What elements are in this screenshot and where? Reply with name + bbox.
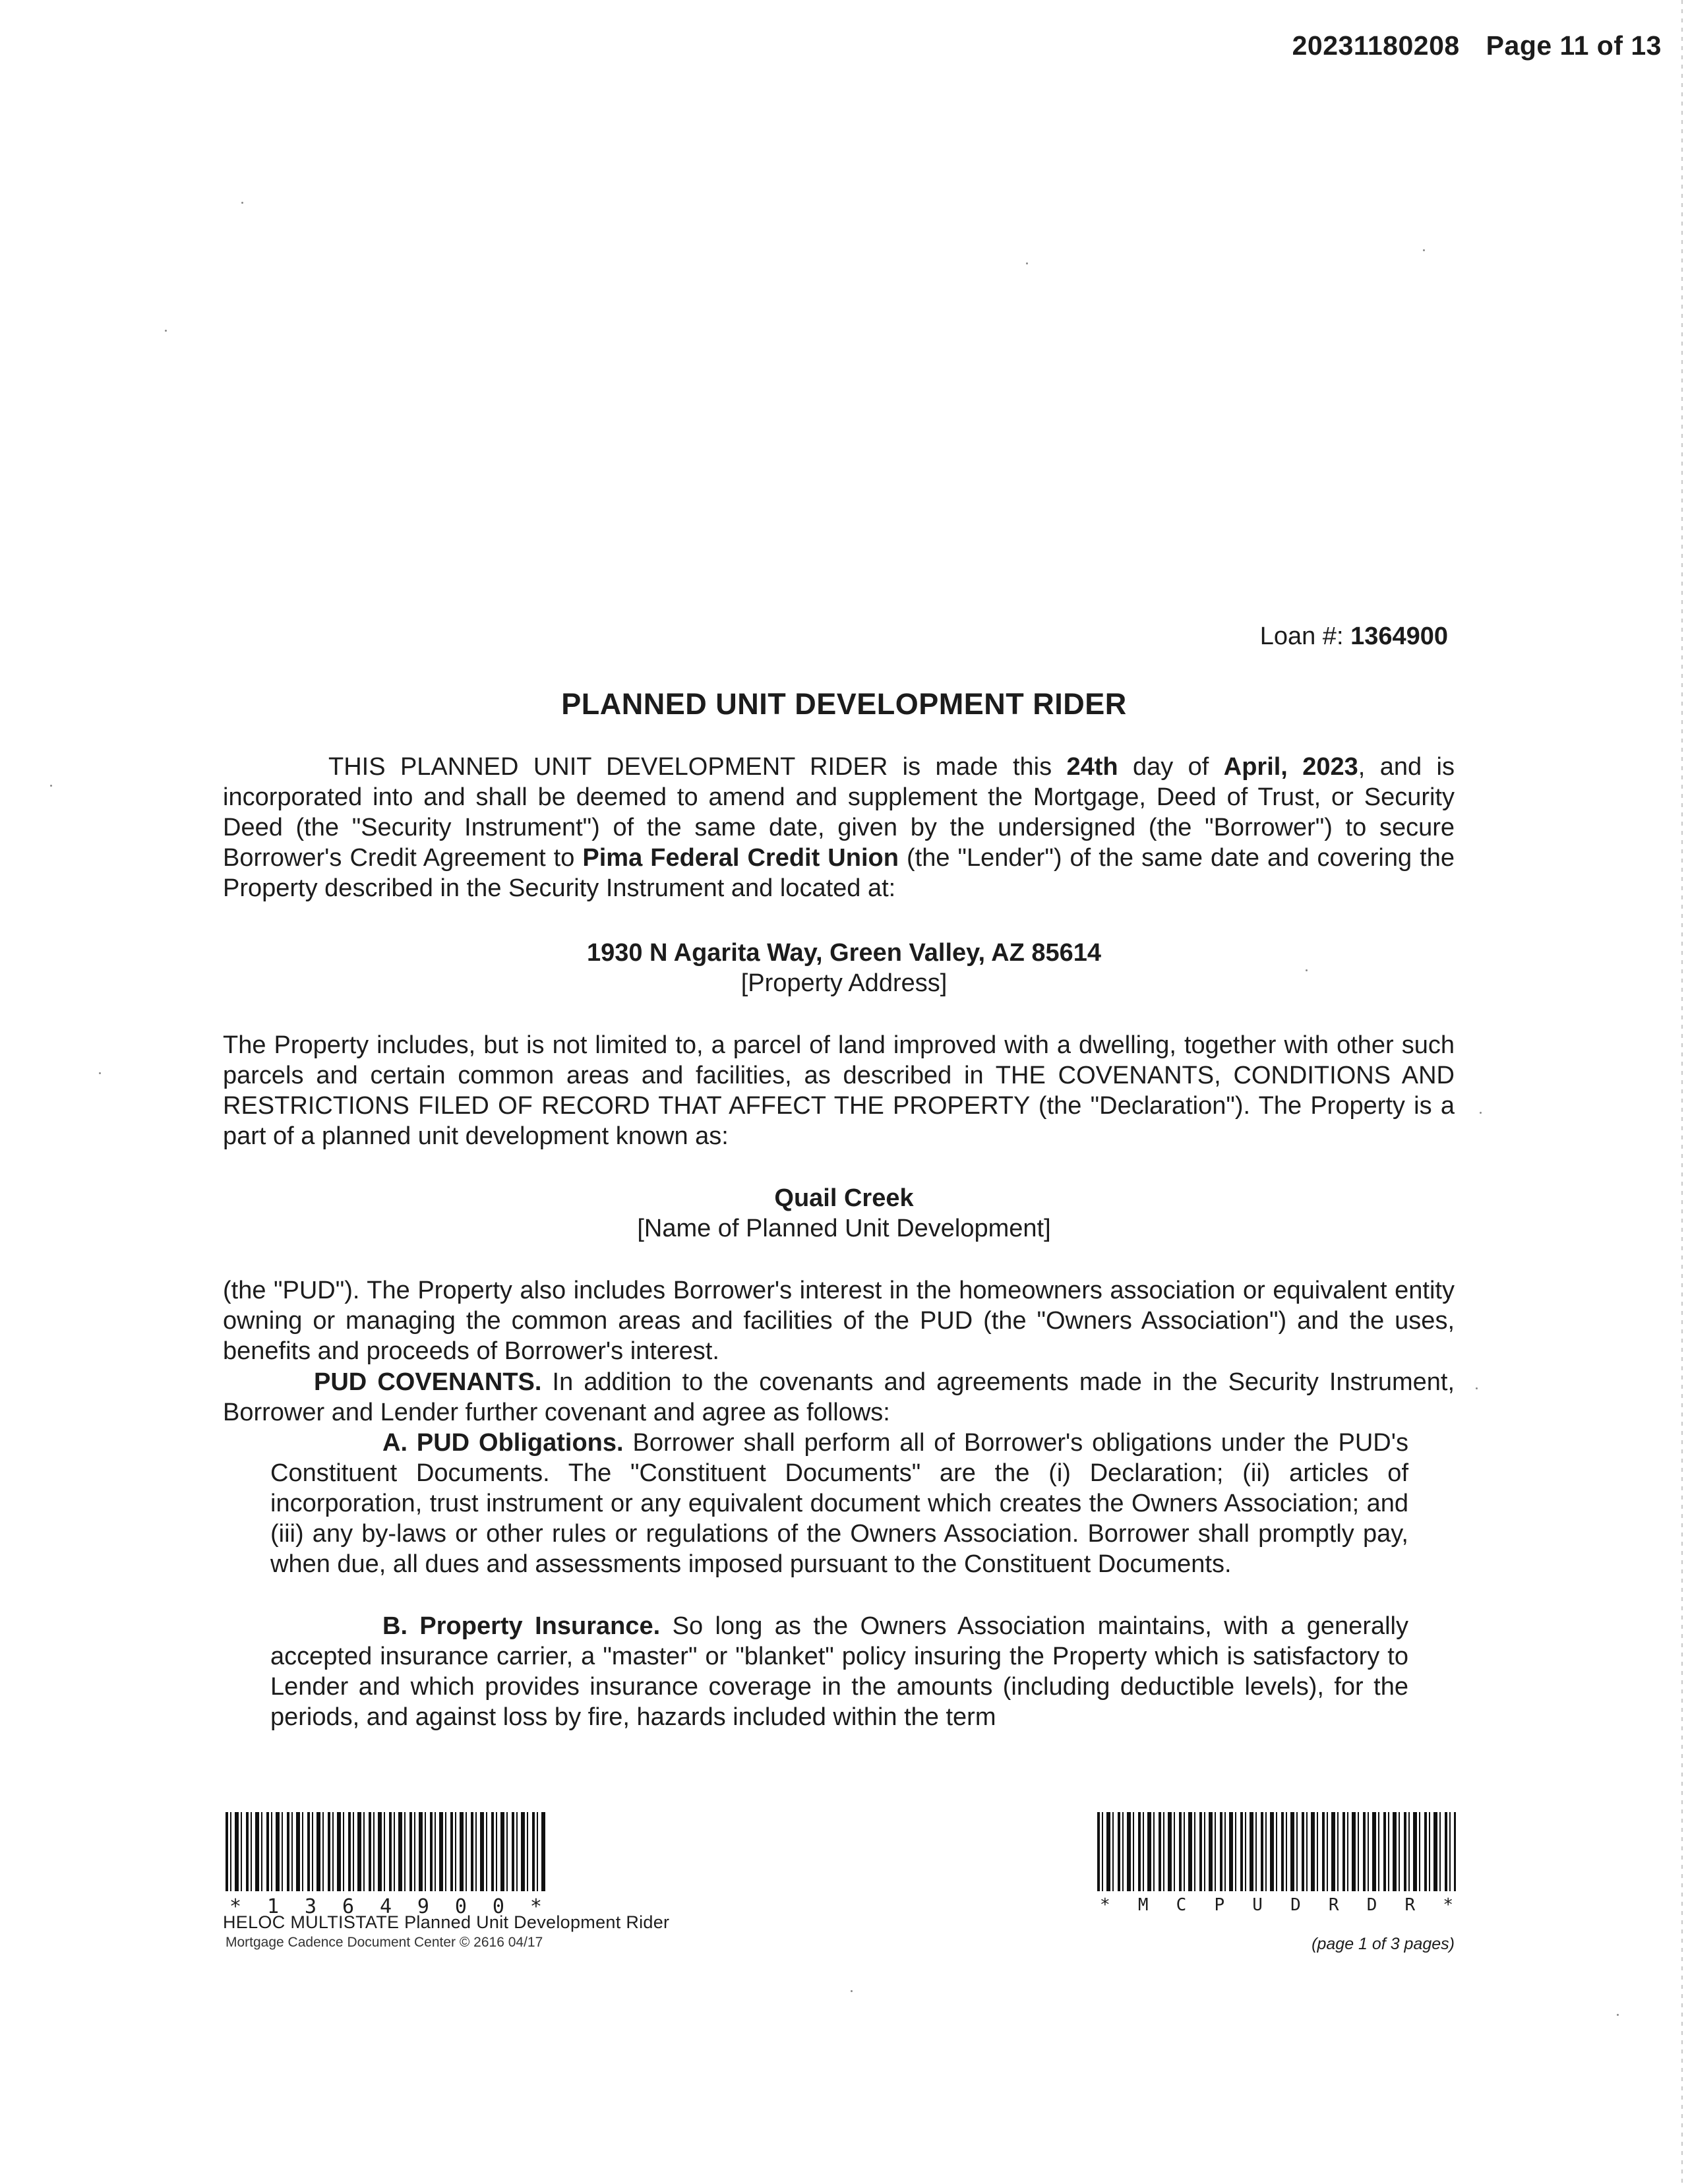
loan-barcode-bars [226,1812,547,1891]
section-b-heading: B. Property Insurance. [382,1612,661,1640]
barcode-char: * [529,1895,542,1918]
form-barcode-text [1100,1895,1453,1915]
document-title: PLANNED UNIT DEVELOPMENT RIDER [561,687,1127,721]
rider-date: April, 2023 [1223,753,1358,781]
section-a-text: Borrower shall perform all of Borrower's obligations under the PUD's Constituent Documents. The "Constituent Documents" are the (i) Declaration; (ii) articles of incorporation, trust instrument or any equivalent document which creates the Owners Association; and (iii) any by-laws or other rules or regulations of the Owners Association. Borrower shall promptly pay, when due, all dues and assessments imposed pursuant to the Constituent Documents. [270,1429,1409,1578]
property-address-block [0,938,1688,998]
barcode-char: M [1137,1895,1149,1915]
page-indicator: (page 1 of 3 pages) [1311,1935,1455,1953]
lender-name: Pima Federal Credit Union [582,844,899,872]
intro-text-4: (the "Lender") of the same date and covering the Property described in the Security Instrument and located at: [223,844,1455,902]
form-barcode [1097,1812,1456,1898]
section-b-text: So long as the Owners Association maintains, with a generally accepted insurance carrier, a "master" or "blanket" policy insuring the Property which is satisfactory to Lender and which provides insurance coverage in the amounts (including deductible levels), for the periods, and against loss by fire, hazards included within the term [270,1612,1408,1731]
section-b-paragraph [270,1611,1408,1732]
barcode-char: * [1443,1895,1453,1915]
form-barcode-bars [1097,1812,1456,1891]
property-address-caption: [Property Address] [740,969,948,997]
rider-day: 24th [1066,753,1118,781]
barcode-char: * [1100,1895,1110,1915]
page-label: Page 11 of 13 [1486,30,1662,61]
section-a-paragraph [270,1428,1408,1579]
barcode-char: 0 [454,1895,467,1918]
scan-edge-line [1681,0,1683,2184]
scan-speck [851,1990,853,1992]
pud-name-block [0,1183,1688,1244]
pud-name-caption: [Name of Planned Unit Development] [637,1215,1051,1242]
scan-speck [1423,249,1425,251]
barcode-char: 1 [266,1895,280,1918]
barcode-char: 9 [417,1895,429,1918]
section-a-heading: A. PUD Obligations. [382,1429,624,1457]
barcode-char: D [1290,1895,1301,1915]
barcode-char: 6 [342,1895,355,1918]
loan-barcode [226,1812,547,1898]
barcode-char: * [229,1895,242,1918]
barcode-char: D [1366,1895,1377,1915]
barcode-char: R [1404,1895,1416,1915]
loan-number: 1364900 [1350,622,1448,650]
intro-text-1: THIS PLANNED UNIT DEVELOPMENT RIDER is made this [328,753,1067,781]
pud-covenants-paragraph [223,1367,1455,1428]
property-description-paragraph: The Property includes, but is not limited to, a parcel of land improved with a dwelling, together with other such parcels and certain common areas and facilities, as described in THE COVENANTS, CONDITIONS AND RESTRICTIONS FILED OF RECORD THAT AFFECT THE PROPERTY (the "Declaration"). The Property is a part of a planned unit development known as: [223,1031,1455,1150]
pud-covenants-text: In addition to the covenants and agreements made in the Security Instrument, Borrower and Lender further covenant and agree as follows: [223,1368,1455,1426]
intro-paragraph [223,752,1455,903]
barcode-char: 4 [379,1895,392,1918]
loan-number-line [1260,622,1448,651]
recording-header [1292,30,1662,61]
form-source: Mortgage Cadence Document Center © 2616 04/17 [226,1935,543,1950]
scan-speck [50,785,52,787]
barcode-char: R [1328,1895,1339,1915]
barcode-char: C [1176,1895,1187,1915]
pud-name: Quail Creek [774,1184,914,1212]
barcode-char: 3 [304,1895,317,1918]
form-name: HELOC MULTISTATE Planned Unit Development Rider [223,1912,670,1932]
intro-text-3: , and is incorporated into and shall be deemed to amend and supplement the Mortgage, Deed of Trust, or Security Deed (the "Security Instrument") of the same date, given by the undersigned (the "Borrower") to secure Borrower's Credit Agreement to [223,753,1455,872]
document-number: 20231180208 [1292,30,1460,61]
scan-speck [241,202,243,204]
scan-speck [1476,1387,1478,1389]
property-address: 1930 N Agarita Way, Green Valley, AZ 85614 [586,939,1102,967]
pud-definition-paragraph: (the "PUD"). The Property also includes Borrower's interest in the homeowners association or equivalent entity owning or managing the common areas and facilities of the PUD (the "Owners Association") and the uses, benefits and proceeds of Borrower's interest. [223,1277,1455,1365]
barcode-char: U [1252,1895,1263,1915]
pud-covenants-heading: PUD COVENANTS. [314,1368,542,1396]
barcode-char: 0 [492,1895,504,1918]
scan-speck [1480,1112,1482,1114]
scan-speck [1306,969,1308,971]
intro-text-2: day of [1118,753,1224,781]
scan-speck [165,330,167,332]
loan-label: Loan #: [1259,622,1351,650]
scan-speck [1617,2014,1619,2016]
scan-speck [99,1072,101,1074]
barcode-char: P [1214,1895,1225,1915]
scan-speck [1026,262,1028,264]
